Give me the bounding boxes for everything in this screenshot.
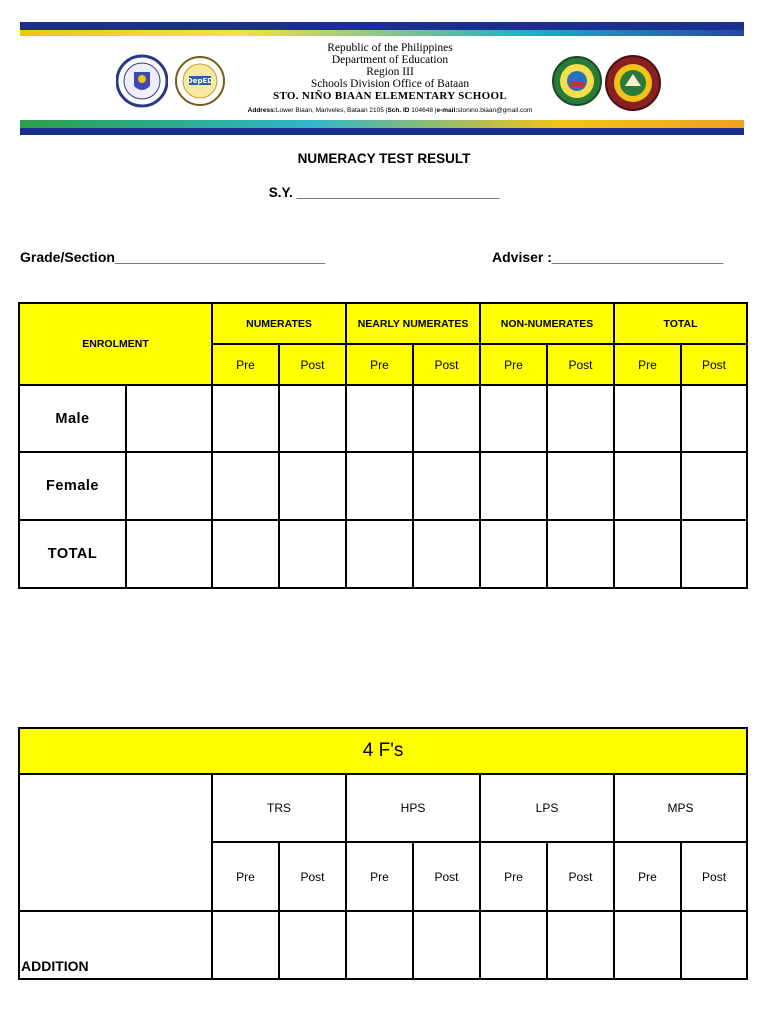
pre-header: Pre: [346, 842, 413, 911]
header-band-top-stripe: [20, 30, 744, 36]
pre-header: Pre: [212, 344, 279, 385]
data-cell[interactable]: [413, 385, 480, 452]
school-seal-icon: [605, 52, 661, 114]
data-cell[interactable]: [413, 911, 480, 979]
pre-header: Pre: [480, 344, 547, 385]
table-row: [19, 911, 747, 979]
data-cell[interactable]: [346, 385, 413, 452]
row-label-addition: ADDITION: [19, 911, 212, 979]
grade-section-line: Grade/Section___________________________: [20, 249, 326, 265]
data-cell[interactable]: [279, 520, 346, 588]
post-header: Post: [547, 842, 614, 911]
enrolment-cell[interactable]: [126, 452, 212, 520]
adviser-line: Adviser :______________________: [492, 249, 724, 265]
enrolment-cell[interactable]: [126, 385, 212, 452]
post-header: Post: [681, 842, 747, 911]
row-label-total: TOTAL: [19, 520, 126, 588]
data-cell[interactable]: [346, 911, 413, 979]
pre-header: Pre: [614, 842, 681, 911]
data-cell[interactable]: [480, 520, 547, 588]
post-header: Post: [681, 344, 747, 385]
four-fs-title: 4 F's: [19, 728, 747, 774]
schid-label: Sch. ID: [387, 107, 410, 114]
data-cell[interactable]: [614, 911, 681, 979]
address: Lower Biaan, Mariveles, Bataan 2105: [275, 107, 384, 114]
non-numerates-header: NON-NUMERATES: [480, 303, 614, 344]
division-seal-icon: [552, 52, 602, 110]
address-label: Address:: [247, 107, 276, 114]
header-band-top: [20, 22, 744, 30]
data-cell[interactable]: [681, 452, 747, 520]
page-title: NUMERACY TEST RESULT: [297, 151, 471, 166]
four-fs-table: [18, 727, 748, 980]
mps-header: MPS: [614, 774, 747, 842]
data-cell[interactable]: [279, 911, 346, 979]
header-line4: Schools Division Office of Bataan: [310, 78, 470, 90]
data-cell[interactable]: [547, 452, 614, 520]
header-band-bottom: [20, 128, 744, 135]
data-cell[interactable]: [212, 385, 279, 452]
email: stonino.biaan@gmail.com: [457, 107, 533, 114]
pre-header: Pre: [346, 344, 413, 385]
post-header: Post: [279, 842, 346, 911]
trs-header: TRS: [212, 774, 346, 842]
post-header: Post: [547, 344, 614, 385]
header-line1: Republic of the Philippines: [327, 42, 453, 54]
data-cell[interactable]: [212, 520, 279, 588]
numerates-header: NUMERATES: [212, 303, 346, 344]
nearly-numerates-header: NEARLY NUMERATES: [346, 303, 480, 344]
data-cell[interactable]: [681, 385, 747, 452]
school-year-line: S.Y. ___________________________: [268, 185, 500, 200]
address-line: Address:Lower Biaan, Mariveles, Bataan 2105 |Sch. ID 104648 |e-mail:stonino.biaan@gmail.com: [247, 107, 533, 114]
data-cell[interactable]: [681, 520, 747, 588]
deped-seal-icon: [116, 52, 168, 110]
header-line3: Region III: [366, 66, 414, 78]
header-line2: Department of Education: [331, 54, 449, 66]
letterhead-text: [210, 42, 570, 117]
school-name: STO. NIÑO BIAAN ELEMENTARY SCHOOL: [273, 90, 507, 102]
post-header: Post: [413, 842, 480, 911]
data-cell[interactable]: [547, 385, 614, 452]
data-cell[interactable]: [480, 385, 547, 452]
numeracy-results-table: [18, 302, 748, 589]
table-row: [19, 520, 747, 588]
pre-header: Pre: [480, 842, 547, 911]
total-header: TOTAL: [614, 303, 747, 344]
header-band-bottom-stripe: [20, 120, 744, 128]
data-cell[interactable]: [212, 452, 279, 520]
post-header: Post: [279, 344, 346, 385]
data-cell[interactable]: [279, 385, 346, 452]
pre-header: Pre: [614, 344, 681, 385]
data-cell[interactable]: [279, 452, 346, 520]
data-cell[interactable]: [614, 520, 681, 588]
letterhead: [20, 22, 744, 136]
enrolment-header: ENROLMENT: [19, 303, 212, 385]
data-cell[interactable]: [413, 520, 480, 588]
data-cell[interactable]: [480, 911, 547, 979]
data-cell[interactable]: [614, 385, 681, 452]
table-row: [19, 385, 747, 452]
lps-header: LPS: [480, 774, 614, 842]
email-label: e-mail:: [436, 107, 458, 114]
blank-header-cell: [19, 774, 212, 911]
data-cell[interactable]: [547, 911, 614, 979]
data-cell[interactable]: [212, 911, 279, 979]
schid: 104648: [411, 107, 433, 114]
seal2-text: DepED: [186, 77, 214, 85]
data-cell[interactable]: [413, 452, 480, 520]
data-cell[interactable]: [614, 452, 681, 520]
data-cell[interactable]: [681, 911, 747, 979]
post-header: Post: [413, 344, 480, 385]
pre-header: Pre: [212, 842, 279, 911]
enrolment-cell[interactable]: [126, 520, 212, 588]
row-label-male: Male: [19, 385, 126, 452]
data-cell[interactable]: [547, 520, 614, 588]
data-cell[interactable]: [346, 520, 413, 588]
data-cell[interactable]: [346, 452, 413, 520]
row-label-female: Female: [19, 452, 126, 520]
hps-header: HPS: [346, 774, 480, 842]
data-cell[interactable]: [480, 452, 547, 520]
table-row: [19, 452, 747, 520]
